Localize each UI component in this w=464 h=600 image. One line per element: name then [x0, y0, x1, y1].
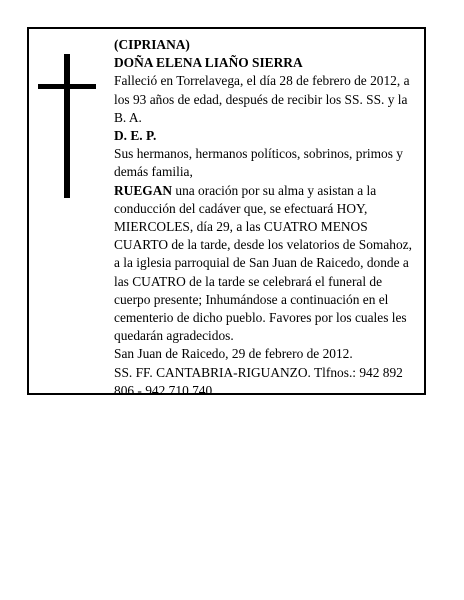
death-details: Falleció en Torrelavega, el día 28 de febrero de 2012, a los 93 años de edad, después de recibir los SS. SS. y la B. A. [114, 73, 410, 125]
place-and-date: San Juan de Raicedo, 29 de febrero de 2012. [114, 346, 353, 362]
dep-heading: D. E. P. [114, 128, 157, 144]
latin-cross-icon [38, 54, 96, 198]
ruegan-paragraph [114, 182, 417, 346]
ruegan-text: una oración por su alma y asistan a la conducción del cadáver que, se efectuará HOY, MIERCOLES, día 29, a las CUATRO MENOS CUARTO de la tarde, desde los velatorios de Somahoz, a la iglesia parroquial de San Juan de Raicedo, donde a las CUATRO de la tarde se celebrará el funeral de cuerpo presente; Inhumándose a continuación en el cementerio de dicho pueblo. Favores por los cuales les quedarán agradecidos. [114, 182, 412, 344]
cross-vertical-bar [64, 54, 70, 198]
cross-horizontal-bar [38, 84, 96, 89]
ruegan-label: RUEGAN [114, 182, 173, 198]
obituary-text [114, 36, 417, 400]
deceased-name: DOÑA ELENA LIAÑO SIERRA [114, 55, 303, 71]
deceased-nickname: (CIPRIANA) [114, 37, 190, 52]
funeral-home-contact: SS. FF. CANTABRIA-RIGUANZO. Tlfnos.: 942 892 806 - 942 710 740. [114, 364, 403, 398]
family-members: Sus hermanos, hermanos políticos, sobrinos, primos y demás familia, [114, 146, 403, 180]
